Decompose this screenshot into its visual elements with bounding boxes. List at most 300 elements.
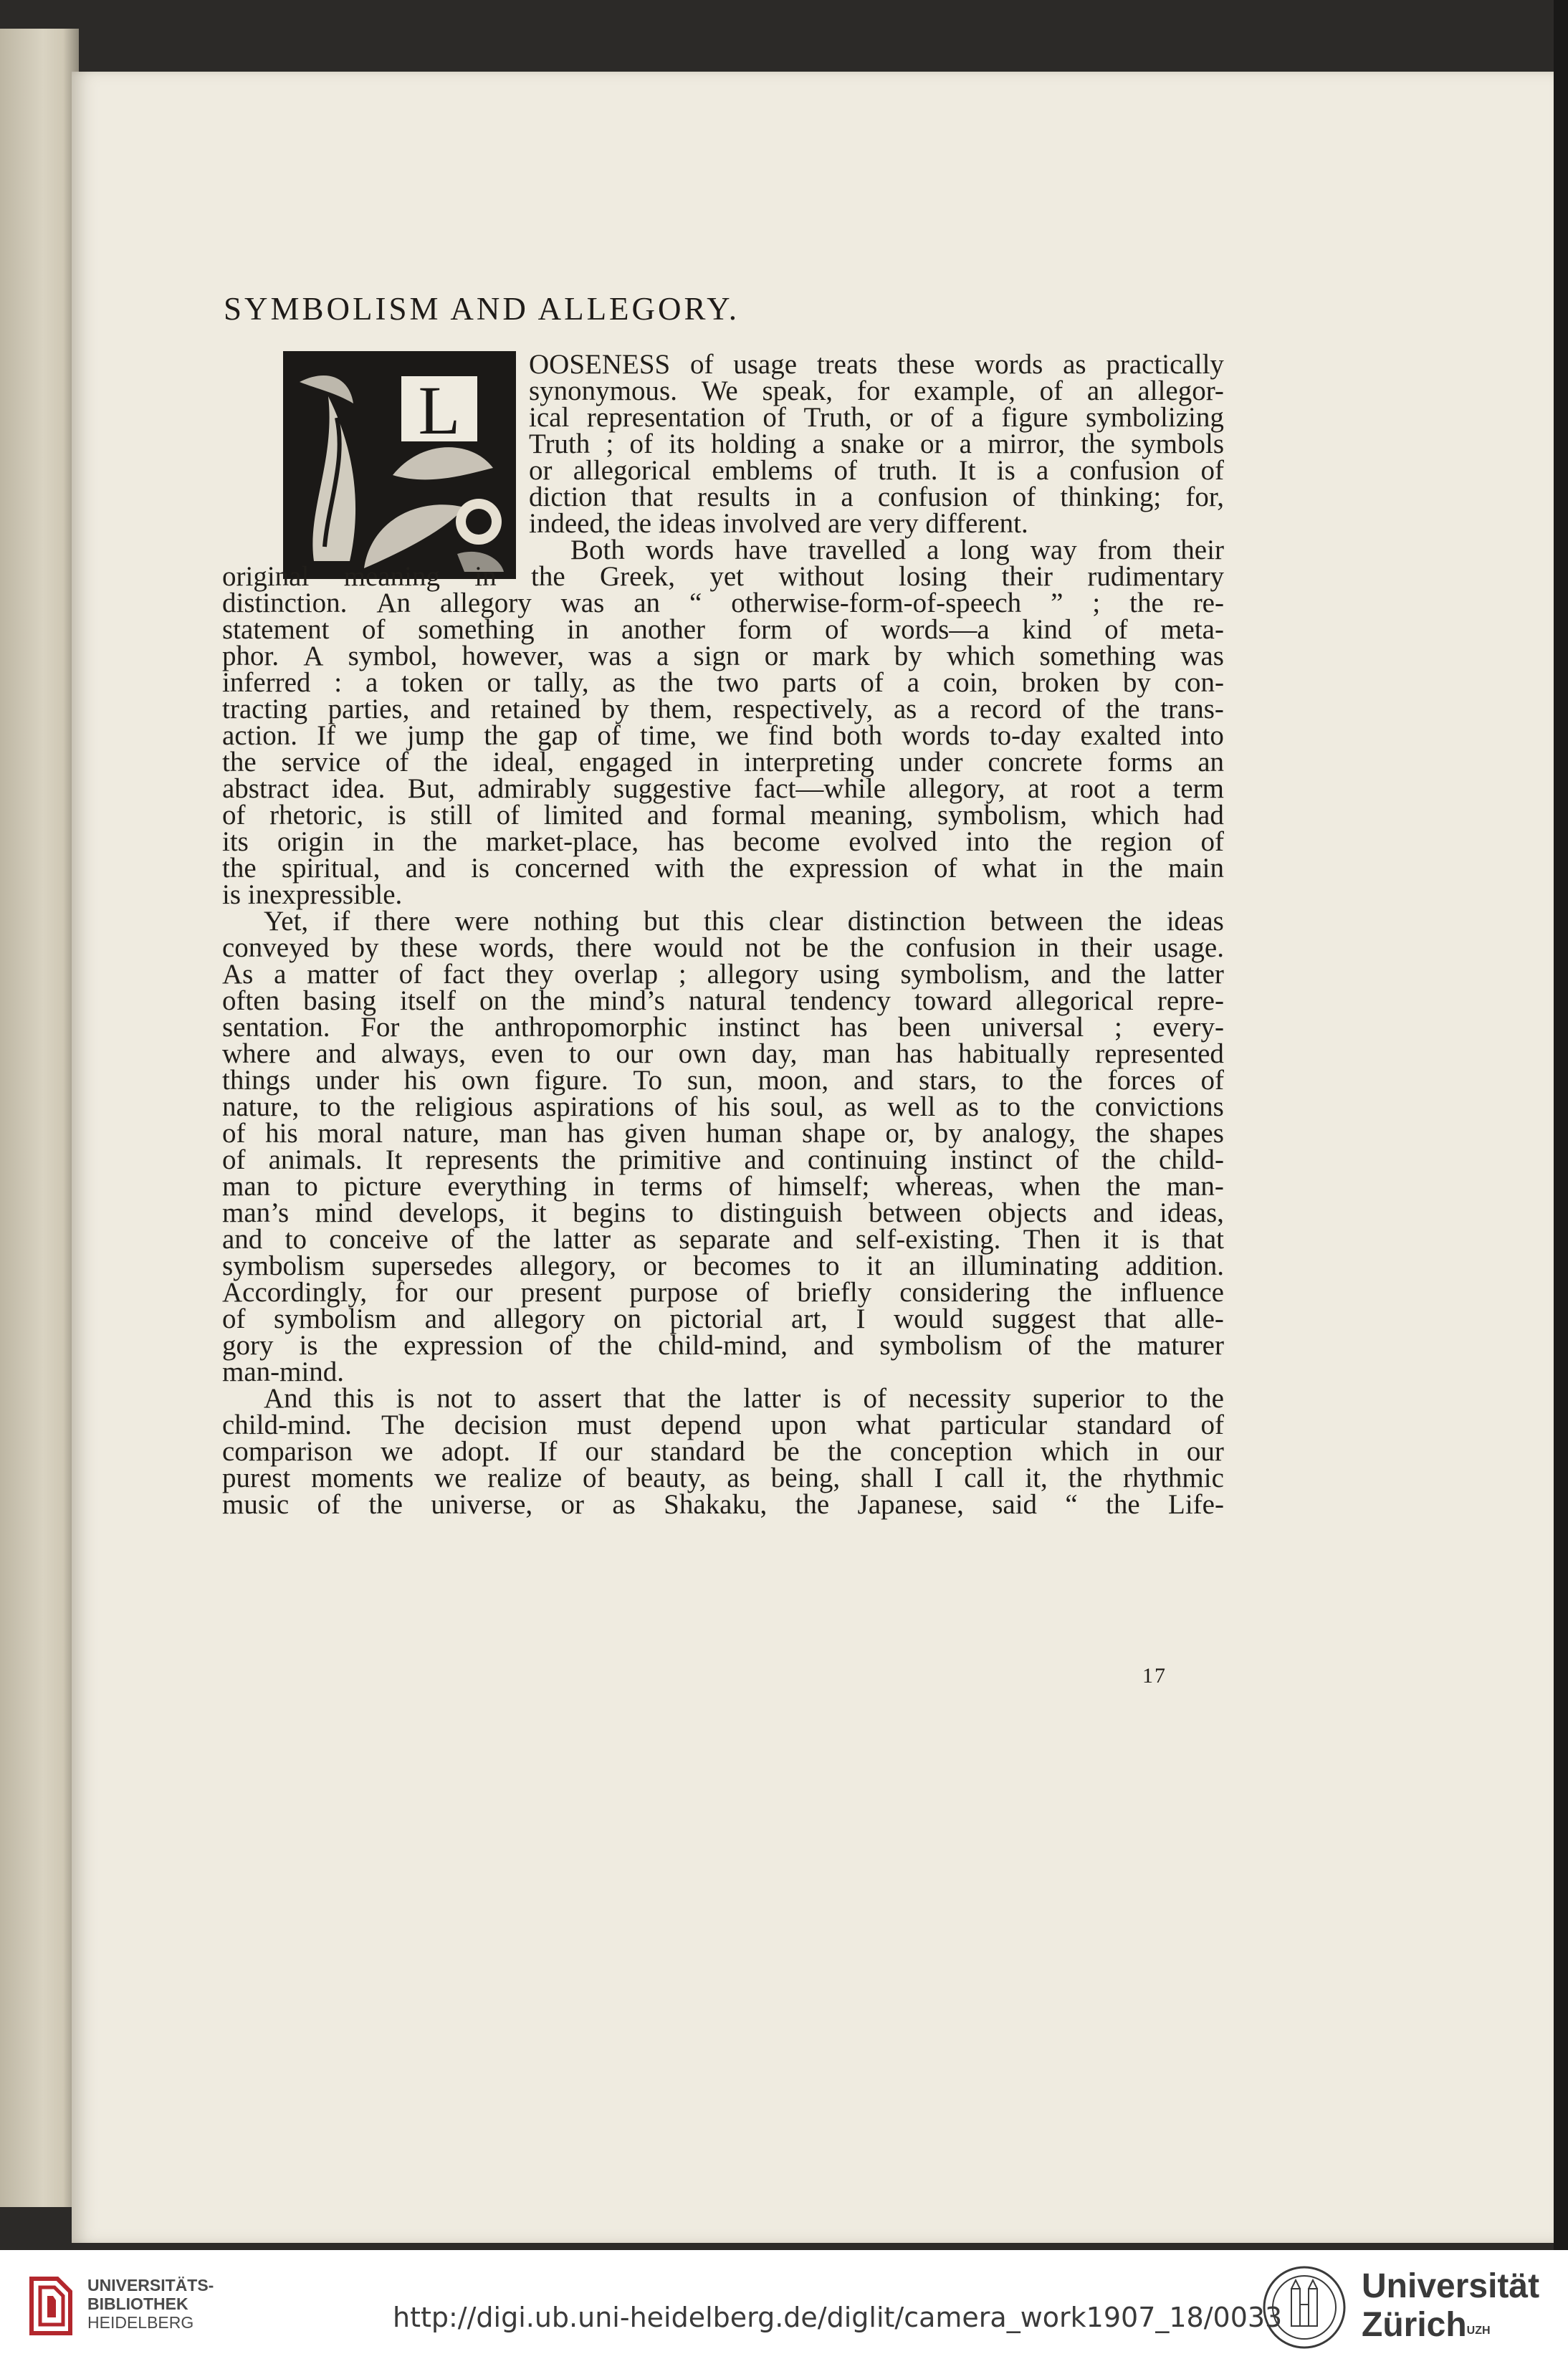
- word: the: [1190, 1383, 1224, 1414]
- word: not: [436, 1383, 473, 1414]
- word: was: [588, 641, 632, 671]
- word: would: [894, 1303, 964, 1334]
- word: a: [365, 667, 378, 698]
- text-line: [222, 1332, 1224, 1359]
- word: of: [1200, 455, 1224, 486]
- word: meaning,: [810, 800, 914, 831]
- word: represented: [1095, 1038, 1224, 1069]
- word: things: [222, 1065, 291, 1096]
- word: standard: [1076, 1410, 1172, 1440]
- word: two: [717, 667, 759, 698]
- word: distinction: [847, 906, 966, 937]
- word: and: [1093, 1197, 1134, 1228]
- word: an: [1086, 375, 1114, 406]
- word: of: [674, 1091, 698, 1122]
- word: were: [454, 906, 510, 937]
- text-line: [222, 934, 1224, 961]
- word: man: [499, 1118, 548, 1149]
- word: emblems: [712, 455, 813, 486]
- word: Greek,: [599, 561, 676, 592]
- word: Truth: [529, 429, 591, 459]
- word: of: [763, 402, 786, 433]
- word: influence: [1119, 1277, 1224, 1308]
- word: market-place,: [485, 826, 639, 857]
- word: even: [491, 1038, 544, 1069]
- word: tracting: [222, 694, 308, 724]
- word: meaning: [343, 561, 440, 592]
- word: shape: [802, 1118, 866, 1149]
- word: a: [1137, 773, 1151, 804]
- word: itself: [400, 985, 456, 1016]
- word: retained: [490, 694, 581, 724]
- word: the: [598, 1330, 633, 1361]
- word: service: [281, 747, 360, 777]
- word: of: [689, 349, 714, 380]
- word: on: [613, 1303, 641, 1334]
- word: we: [381, 1436, 413, 1467]
- word: symbolism: [879, 1330, 1003, 1361]
- word: as: [955, 1091, 979, 1122]
- text-line: [222, 828, 1224, 855]
- word: the: [1041, 1091, 1075, 1122]
- word: conception: [889, 1436, 1013, 1467]
- word: the: [730, 853, 764, 884]
- word: yet: [709, 561, 745, 592]
- word: trans-: [1160, 694, 1224, 724]
- word: exalted: [1080, 720, 1162, 751]
- word: I: [856, 1303, 866, 1334]
- word: has: [830, 1012, 868, 1043]
- word: comparison: [222, 1436, 353, 1467]
- word: the: [1101, 1144, 1136, 1175]
- word: To: [633, 1065, 663, 1096]
- word: always,: [381, 1038, 466, 1069]
- word: addition.: [1125, 1250, 1224, 1281]
- word: gap: [537, 720, 578, 751]
- text-line: [529, 457, 1224, 484]
- word: everything: [447, 1171, 568, 1202]
- word: and: [813, 1330, 854, 1361]
- word: by: [601, 694, 629, 724]
- word: given: [624, 1118, 687, 1149]
- text-line: [529, 375, 1224, 406]
- word: objects: [988, 1197, 1067, 1228]
- word: of: [1028, 1330, 1052, 1361]
- word: of: [728, 1171, 752, 1202]
- word: of: [583, 1463, 606, 1493]
- word: nature,: [222, 1091, 300, 1122]
- word: has: [895, 1038, 933, 1069]
- word: coin,: [942, 667, 998, 698]
- text-line: [222, 1173, 1224, 1200]
- word: to-day: [989, 720, 1061, 751]
- word: soul,: [770, 1091, 824, 1122]
- word: a: [937, 694, 950, 724]
- word: that: [631, 482, 673, 512]
- word: truth.: [878, 455, 938, 486]
- word: which: [947, 641, 1015, 671]
- scan-right-edge: [1554, 0, 1568, 2250]
- word: primitive: [618, 1144, 722, 1175]
- word: continuing: [807, 1144, 927, 1175]
- text-line: [222, 1438, 1224, 1465]
- word: the: [343, 1330, 378, 1361]
- word: allegory,: [908, 773, 1005, 804]
- word: particular: [940, 1410, 1048, 1440]
- word: the: [659, 667, 694, 698]
- word: human: [706, 1118, 783, 1149]
- word: to: [296, 1171, 318, 1202]
- word: distinguish: [720, 1197, 843, 1228]
- word: very: [869, 508, 919, 539]
- word: his: [265, 1118, 298, 1149]
- word: snake: [841, 429, 904, 459]
- word: not: [745, 932, 781, 963]
- page-number: 17: [1142, 1664, 1167, 1688]
- word: rudimentary: [1087, 561, 1224, 592]
- word: a: [907, 667, 920, 698]
- word: represents: [425, 1144, 539, 1175]
- word: purest: [222, 1463, 291, 1493]
- word: they: [505, 959, 554, 990]
- word: indeed,: [529, 508, 611, 539]
- word: allegor-: [1137, 375, 1224, 406]
- word: sign: [693, 641, 740, 671]
- word: confusion: [1069, 455, 1180, 486]
- word: of: [930, 402, 954, 433]
- word: in: [1137, 1436, 1159, 1467]
- word: the: [222, 747, 257, 777]
- word: suggest: [992, 1303, 1076, 1334]
- word: and: [315, 1038, 356, 1069]
- word: or: [919, 429, 944, 459]
- word: depend: [660, 1410, 742, 1440]
- dropcap-letter: L: [418, 372, 461, 449]
- word: token: [401, 667, 464, 698]
- word: conceive: [329, 1224, 429, 1255]
- word: own: [678, 1038, 727, 1069]
- word: been: [898, 1012, 951, 1043]
- word: the: [1112, 959, 1146, 990]
- word: man: [222, 1171, 271, 1202]
- word: or: [764, 641, 788, 671]
- word: confusion: [877, 482, 988, 512]
- word: :: [334, 667, 343, 698]
- word: admirably: [477, 773, 591, 804]
- word: allegorical: [1015, 985, 1134, 1016]
- word: of: [597, 720, 621, 751]
- word: of: [629, 429, 653, 459]
- word: is: [299, 1330, 318, 1361]
- word: clear: [768, 906, 823, 937]
- word: A: [303, 641, 324, 671]
- text-line: [222, 987, 1224, 1014]
- word: stars,: [918, 1065, 977, 1096]
- word: alle-: [1174, 1303, 1224, 1334]
- uzh-line-1: Universität: [1362, 2267, 1540, 2305]
- word: superior: [1033, 1383, 1124, 1414]
- word: ;: [1092, 588, 1101, 618]
- word: respectively,: [732, 694, 874, 724]
- ub-heidelberg-label[interactable]: [87, 2276, 214, 2332]
- word: the: [530, 561, 565, 592]
- word: or: [487, 667, 511, 698]
- word: and: [424, 1303, 466, 1334]
- word: of: [222, 1303, 246, 1334]
- word: by: [934, 1118, 962, 1149]
- text-line: [222, 749, 1224, 775]
- word: the: [484, 720, 518, 751]
- word: kind: [1022, 614, 1072, 645]
- text-line: [222, 959, 1224, 990]
- word: decision: [454, 1410, 548, 1440]
- word: it: [866, 1250, 882, 1281]
- uzh-seal-icon[interactable]: [1261, 2264, 1347, 2350]
- word: realize: [487, 1463, 563, 1493]
- word: we: [434, 1463, 467, 1493]
- word: was: [560, 588, 605, 618]
- word: Japanese,: [857, 1489, 964, 1520]
- word: as: [612, 1489, 636, 1520]
- text-line: [222, 696, 1224, 722]
- word: however,: [462, 641, 564, 671]
- uzh-label[interactable]: [1362, 2267, 1539, 2345]
- word: a: [971, 402, 984, 433]
- word: our: [585, 1436, 623, 1467]
- word: separate: [679, 1224, 770, 1255]
- word: limited: [543, 800, 623, 831]
- word: rhythmic: [1123, 1463, 1224, 1493]
- word: child-mind.: [222, 1410, 352, 1440]
- word: habitually: [958, 1038, 1071, 1069]
- word: by: [894, 641, 922, 671]
- word: and: [1051, 959, 1091, 990]
- word: which: [1091, 800, 1160, 831]
- word: broken: [1021, 667, 1099, 698]
- word: as: [727, 1463, 750, 1493]
- word: moral: [317, 1118, 383, 1149]
- word: what: [856, 1410, 911, 1440]
- word: anthropomorphic: [494, 1012, 687, 1043]
- word: as: [893, 694, 917, 724]
- word: travelled: [808, 535, 907, 565]
- word: own: [461, 1065, 510, 1096]
- word: illuminating: [962, 1250, 1099, 1281]
- word: losing: [898, 561, 967, 592]
- word: day,: [751, 1038, 798, 1069]
- text-line: [222, 881, 1224, 908]
- word: basing: [303, 985, 376, 1016]
- ub-heidelberg-logo-icon[interactable]: [29, 2276, 73, 2336]
- word: purpose: [629, 1277, 718, 1308]
- word: the: [531, 985, 565, 1016]
- word: of: [745, 1277, 770, 1308]
- word: our: [1186, 1436, 1224, 1467]
- word: find: [768, 720, 813, 751]
- word: the: [222, 853, 257, 884]
- word: formal: [711, 800, 786, 831]
- word: that: [1182, 1224, 1224, 1255]
- word: origin: [277, 826, 344, 857]
- word: them,: [649, 694, 713, 724]
- word: symbolism,: [900, 959, 1031, 990]
- text-line: [222, 537, 1224, 563]
- word: ideas: [1166, 906, 1224, 937]
- word: But,: [407, 773, 455, 804]
- word: words—a: [881, 614, 990, 645]
- word: sun,: [687, 1065, 733, 1096]
- word: must: [576, 1410, 631, 1440]
- word: to: [319, 1091, 341, 1122]
- word: of: [1055, 1144, 1079, 1175]
- word: ideas,: [1160, 1197, 1224, 1228]
- text-line: [222, 1465, 1224, 1491]
- word: evolved: [848, 826, 937, 857]
- word: and: [429, 694, 471, 724]
- word: words,: [479, 932, 555, 963]
- word: become: [733, 826, 821, 857]
- word: symbolism,: [937, 800, 1067, 831]
- permalink-url[interactable]: http://digi.ub.uni-heidelberg.de/diglit/camera_work1907_18/0033: [393, 2302, 1283, 2333]
- word: which: [1040, 1436, 1109, 1467]
- word: considering: [899, 1277, 1031, 1308]
- word: tendency: [790, 985, 891, 1016]
- text-line: [222, 1040, 1224, 1067]
- word: in: [372, 826, 395, 857]
- word: distinction.: [222, 588, 348, 618]
- word: treats: [816, 349, 878, 380]
- word: holding: [711, 429, 797, 459]
- word: what: [982, 853, 1037, 884]
- word: of: [362, 614, 386, 645]
- word: to: [568, 1038, 591, 1069]
- word: the: [434, 747, 468, 777]
- word: is: [387, 800, 406, 831]
- word: different.: [925, 508, 1028, 539]
- word: results: [697, 482, 770, 512]
- word: allegory: [707, 959, 799, 990]
- word: statement: [222, 614, 330, 645]
- word: suggestive: [613, 773, 732, 804]
- uzh-superscript: UZH: [1466, 2325, 1491, 2337]
- word: into: [965, 826, 1010, 857]
- word: latter: [1166, 959, 1224, 990]
- word: words: [645, 535, 714, 565]
- word: said: [992, 1489, 1038, 1520]
- text-line: [222, 563, 1224, 590]
- word: involved: [722, 508, 821, 539]
- word: the: [1048, 1065, 1083, 1096]
- word: in: [697, 747, 720, 777]
- word: and: [222, 1224, 263, 1255]
- word: his: [717, 1091, 750, 1122]
- word: usage.: [1153, 932, 1224, 963]
- word: convictions: [1095, 1091, 1224, 1122]
- word: fact—while: [753, 773, 886, 804]
- word: concrete: [988, 747, 1083, 777]
- word: or: [889, 402, 913, 433]
- word: phor.: [222, 641, 279, 671]
- word: form: [737, 614, 793, 645]
- word: “: [689, 588, 702, 618]
- text-line: [222, 1279, 1224, 1306]
- word: instinct: [950, 1144, 1033, 1175]
- word: a: [927, 535, 940, 565]
- word: term: [1172, 773, 1224, 804]
- text-line: [222, 1412, 1224, 1438]
- word: we: [355, 720, 388, 751]
- word: briefly: [797, 1277, 872, 1308]
- word: we: [716, 720, 749, 751]
- word: of: [1012, 482, 1036, 512]
- word: symbolism: [274, 1303, 397, 1334]
- word: in: [567, 614, 589, 645]
- word: beauty,: [626, 1463, 707, 1493]
- word: ;: [678, 959, 687, 990]
- word: a: [841, 482, 854, 512]
- word: ideas: [658, 508, 717, 539]
- word: this: [704, 906, 745, 937]
- word: jump: [406, 720, 465, 751]
- text-line: [529, 510, 1224, 537]
- word: these: [400, 932, 458, 963]
- word: the: [687, 1383, 722, 1414]
- word: mark: [812, 641, 870, 671]
- word: the: [827, 1436, 862, 1467]
- text-line: [222, 1385, 1224, 1412]
- word: universe,: [431, 1489, 533, 1520]
- word: otherwise-form-of-speech: [731, 588, 1022, 618]
- word: a: [274, 959, 287, 990]
- word: allegory,: [520, 1250, 616, 1281]
- word: If: [538, 1436, 558, 1467]
- word: assert: [537, 1383, 602, 1414]
- word: the: [423, 826, 457, 857]
- word: We: [701, 375, 738, 406]
- text-line: [222, 800, 1224, 831]
- text-block-main: [222, 563, 1224, 1518]
- word: our: [455, 1277, 493, 1308]
- word: ideal,: [492, 747, 555, 777]
- word: self-existing.: [855, 1224, 1001, 1255]
- word: when: [1020, 1171, 1081, 1202]
- word: practically: [1106, 349, 1224, 380]
- word: action.: [222, 720, 298, 751]
- word: in: [474, 561, 497, 592]
- text-line: [529, 484, 1224, 510]
- word: had: [1183, 800, 1224, 831]
- word: spiritual,: [281, 853, 381, 884]
- word: in: [794, 482, 817, 512]
- word: time,: [640, 720, 697, 751]
- word: it,: [1025, 1463, 1048, 1493]
- word: these: [897, 349, 955, 380]
- word: natural: [688, 985, 767, 1016]
- word: long: [960, 535, 1010, 565]
- word: parties,: [328, 694, 410, 724]
- word: another: [621, 614, 705, 645]
- word: for,: [1185, 482, 1224, 512]
- word: of: [824, 614, 848, 645]
- page-title: SYMBOLISM AND ALLEGORY.: [224, 291, 740, 327]
- word: symbolism: [222, 1250, 345, 1281]
- word: of: [860, 667, 884, 698]
- word: con-: [1174, 667, 1224, 698]
- word: the: [1107, 906, 1142, 937]
- ub-line-3: HEIDELBERG: [87, 2313, 194, 2332]
- word: inexpressible.: [247, 879, 403, 910]
- word: in: [593, 1171, 615, 1202]
